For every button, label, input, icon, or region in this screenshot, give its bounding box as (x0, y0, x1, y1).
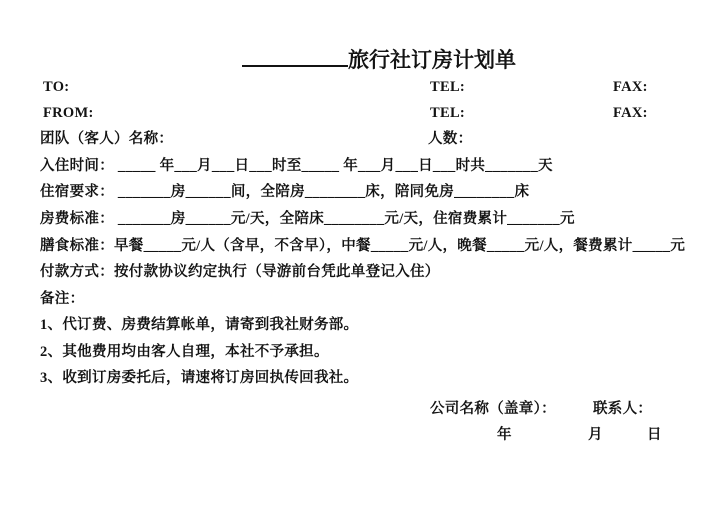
date-month-label: 月 (588, 427, 603, 443)
fax-label-2: FAX: (613, 105, 648, 121)
tel-label-1: TEL: (430, 79, 466, 95)
title-blank-line (242, 47, 348, 67)
remarks-label: 备注： (40, 291, 85, 307)
date-day-label: 日 (647, 427, 662, 443)
note-item-3: 3、收到订房委托后，请速将订房回执传回我社。 (40, 370, 359, 386)
form-title-row (242, 47, 516, 72)
meal-standard-line: 膳食标准：早餐_____元/人（含早，不含早），中餐_____元/人，晚餐_____元/人，餐费累计_____元 (40, 238, 686, 254)
note-item-1: 1、代订费、房费结算帐单，请寄到我社财务部。 (40, 317, 359, 333)
fax-label-1: FAX: (613, 79, 648, 95)
checkin-time-line: 入住时间： _____ 年___月___日___时至_____ 年___月___日___时共_______天 (40, 158, 553, 174)
payment-method-line: 付款方式：按付款协议约定执行（导游前台凭此单登记入住） (40, 264, 440, 280)
page-title: 旅行社订房计划单 (348, 48, 516, 72)
date-year-label: 年 (497, 427, 512, 443)
tel-label-2: TEL: (430, 105, 466, 121)
from-label: FROM: (43, 105, 94, 121)
guest-count-label: 人数： (428, 131, 473, 147)
note-item-2: 2、其他费用均由客人自理，本社不予承担。 (40, 344, 329, 360)
company-seal-label: 公司名称（盖章）： (430, 401, 556, 417)
group-name-label: 团队（客人）名称： (40, 131, 174, 147)
lodging-requirement-line: 住宿要求： _______房______间，全陪房________床，陪同免房________床 (40, 184, 530, 200)
to-label: TO: (43, 79, 70, 95)
room-rate-line: 房费标准： _______房______元/天，全陪床________元/天，住宿费累计_______元 (40, 211, 575, 227)
contact-person-label: 联系人： (593, 401, 653, 417)
